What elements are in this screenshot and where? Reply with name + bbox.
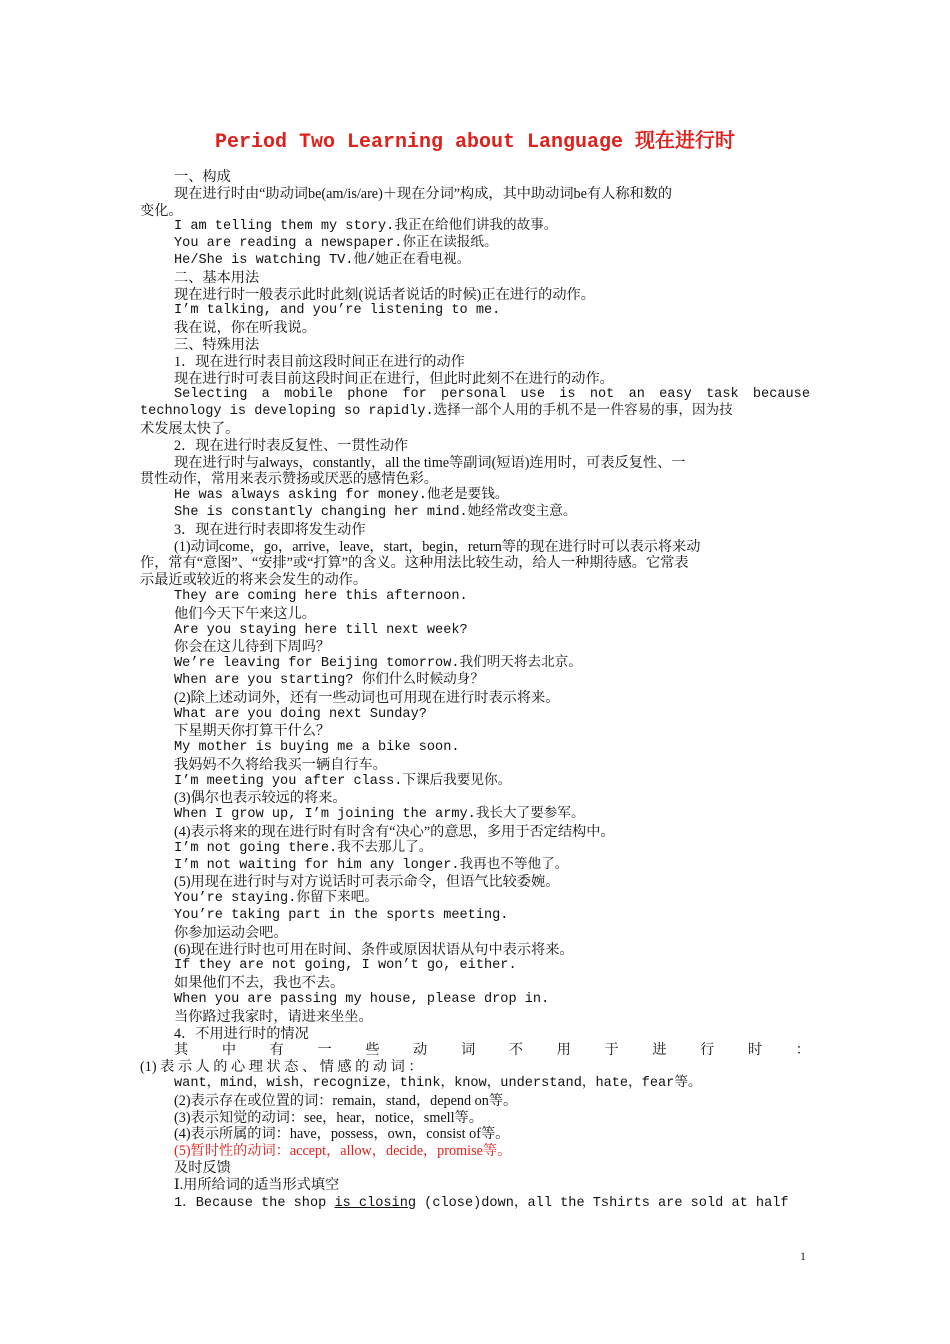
text-line: 作，常有“意图”、“安排”或“打算”的含义。这种用法比较生动，给人一种期待感。它常表 — [140, 555, 689, 572]
text-line: 示最近或较近的将来会发生的动作。 — [140, 572, 368, 589]
text-line: I’m talking, and you’re listening to me. — [174, 303, 501, 319]
text-line: 下星期天你打算干什么？ — [174, 723, 331, 740]
text-line: 你参加运动会吧。 — [174, 924, 288, 941]
text-line: 变化。 — [140, 202, 183, 219]
text-line: 4．不用进行时的情况 — [174, 1025, 309, 1042]
text-line: 他们今天下午来这儿。 — [174, 605, 316, 622]
text-line: 一、构成 — [174, 169, 231, 185]
document-body — [140, 169, 810, 1210]
text-line: 2．现在进行时表反复性、一贯性动作 — [174, 437, 409, 454]
text-line: (3)偶尔也表示较远的将来。 — [174, 790, 347, 807]
exercise-answer: is closing — [334, 1195, 417, 1211]
text-line: Ⅰ.用所给词的适当形式填空 — [174, 1176, 340, 1193]
text-line: (4)表示所属的词：have，possess，own，consist of等。 — [174, 1126, 510, 1143]
text-line: What are you doing next Sunday? — [174, 706, 427, 722]
page-title — [0, 124, 950, 154]
text-line: We’re leaving for Beijing tomorrow.我们明天将去北京。 — [174, 656, 582, 672]
text-line: I am telling them my story.我正在给他们讲我的故事。 — [174, 219, 558, 235]
text-line: She is constantly changing her mind.她经常改变主意。 — [174, 504, 577, 520]
text-line: 术发展太快了。 — [140, 420, 240, 437]
text-line: (2)表示存在或位置的词：remain，stand，depend on等。 — [174, 1092, 518, 1109]
section-heading: (5)暂时性的动词：accept，allow，decide，promise等。 — [174, 1143, 512, 1160]
text-line: When you are passing my house, please drop in. — [174, 992, 550, 1008]
exercise-prefix: 1．Because the shop — [174, 1195, 335, 1211]
page-number: 1 — [800, 1249, 806, 1263]
text-line: 贯性动作，常用来表示赞扬或厌恶的感情色彩。 — [140, 471, 438, 488]
text-line: want，mind，wish，recognize，think，know，understand，hate，fear等。 — [174, 1076, 702, 1092]
text-line: 当你路过我家时，请进来坐坐。 — [174, 1008, 373, 1025]
text-line: Selecting a mobile phone for personal use is not an easy task because — [174, 387, 810, 403]
title-chinese: 现在进行时 — [635, 131, 736, 154]
text-line: You’re staying.你留下来吧。 — [174, 891, 378, 907]
text-line: You are reading a newspaper.你正在读报纸。 — [174, 236, 498, 252]
text-line: If they are not going, I won’t go, either. — [174, 958, 517, 974]
text-line: 及时反馈 — [174, 1160, 231, 1177]
text-line: He/She is watching TV.他/她正在看电视。 — [174, 252, 471, 268]
text-line: (5)用现在进行时与对方说话时可表示命令，但语气比较委婉。 — [174, 874, 560, 891]
text-line: My mother is buying me a bike soon. — [174, 740, 460, 756]
text-line: 其中有一些动词不用于进行时： — [174, 1042, 810, 1059]
text-line: 我在说，你在听我说。 — [174, 320, 316, 337]
text-line: technology is developing so rapidly.选择一部个人用的手机不是一件容易的事，因为技 — [140, 404, 733, 420]
text-line: I’m not waiting for him any longer.我再也不等他了。 — [174, 857, 569, 873]
text-line: (6)现在进行时也可用在时间、条件或原因状语从句中表示将来。 — [174, 941, 574, 958]
text-line: I’m meeting you after class.下课后我要见你。 — [174, 773, 512, 789]
text-line: 1．现在进行时表目前这段时间正在进行的动作 — [174, 353, 465, 370]
text-line: 3．现在进行时表即将发生动作 — [174, 521, 366, 538]
text-line: They are coming here this afternoon. — [174, 588, 468, 604]
text-line: (1)动词come，go，arrive，leave，start，begin，return等的现在进行时可以表示将来动 — [174, 538, 701, 555]
exercise-suffix: (close)down，all the Tshirts are sold at half — [416, 1195, 789, 1211]
text-line: 二、基本用法 — [174, 269, 260, 286]
text-line: (2)除上述动词外，还有一些动词也可用现在进行时表示将来。 — [174, 689, 560, 706]
text-line: 现在进行时一般表示此时此刻(说话者说话的时候)正在进行的动作。 — [174, 286, 595, 303]
text-line: You’re taking part in the sports meeting. — [174, 908, 509, 924]
text-line: 我妈妈不久将给我买一辆自行车。 — [174, 756, 387, 773]
text-line: 现在进行时与always，constantly，all the time等副词(短语)连用时，可表反复性、一 — [174, 454, 686, 471]
text-line: 你会在这儿待到下周吗？ — [174, 639, 331, 656]
exercise-line — [140, 1194, 810, 1211]
text-line: (1) 表 示 人 的 心 理 状 态 、 情 感 的 动 词 ： — [140, 1059, 423, 1076]
text-line: 三、特殊用法 — [174, 336, 260, 353]
text-line: (4)表示将来的现在进行时有时含有“决心”的意思，多用于否定结构中。 — [174, 824, 615, 841]
title-english: Period Two Learning about Language — [214, 131, 624, 154]
text-line: 如果他们不去，我也不去。 — [174, 975, 345, 992]
text-line: When are you starting? 你们什么时候动身？ — [174, 672, 484, 688]
text-line: He was always asking for money.他老是要钱。 — [174, 488, 509, 504]
text-line: 现在进行时由“助动词be(am/is/are)＋现在分词”构成，其中助动词be有人称和数的 — [174, 185, 673, 202]
text-line: When I grow up, I’m joining the army.我长大了要参军。 — [174, 807, 585, 823]
text-line: Are you staying here till next week? — [174, 622, 468, 638]
text-line: (3)表示知觉的动词：see，hear，notice，smell等。 — [174, 1109, 483, 1126]
text-line: 现在进行时可表目前这段时间正在进行，但此时此刻不在进行的动作。 — [174, 370, 614, 387]
text-line: I’m not going there.我不去那儿了。 — [174, 840, 433, 856]
